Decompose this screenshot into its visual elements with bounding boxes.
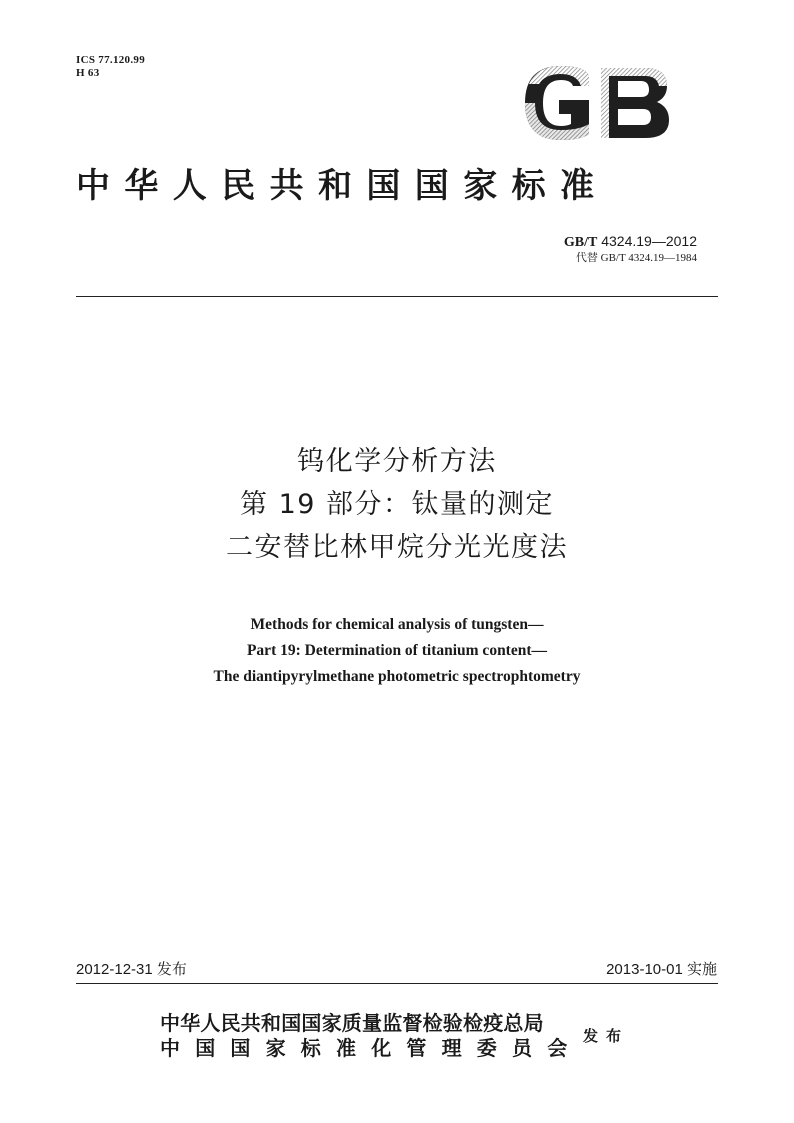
issue-date: 2012-12-31 发布 <box>76 961 187 978</box>
national-standard-title: 中华人民共和国国家标准 <box>76 166 609 206</box>
publish-label: 发布 <box>583 1027 630 1045</box>
gb-logo-icon <box>521 64 671 142</box>
chinese-title <box>0 440 794 569</box>
english-title-line-1: Methods for chemical analysis of tungsten— <box>250 616 544 633</box>
english-title-line-3: The diantipyrylmethane photometric spectrophtometry <box>213 668 581 685</box>
chinese-title-line-1: 钨化学分析方法 <box>297 446 497 477</box>
standard-code: 4324.19—2012 <box>601 233 697 249</box>
chinese-title-line-3: 二安替比林甲烷分光光度法 <box>226 532 568 563</box>
standard-prefix: GB/T <box>563 235 598 250</box>
standard-number <box>564 233 697 251</box>
issuer-line-2: 中国国家标准化管理委员会 <box>160 1036 583 1060</box>
replaces-standard: 代替 GB/T 4324.19—1984 <box>575 252 697 264</box>
header-divider <box>76 296 718 297</box>
issuing-authorities <box>160 1011 582 1061</box>
footer-divider <box>76 983 718 984</box>
english-title <box>0 612 794 690</box>
issuer-line-1: 中华人民共和国国家质量监督检验检疫总局 <box>160 1011 544 1035</box>
chinese-title-line-2: 第 19 部分：钛量的测定 <box>239 489 555 520</box>
ccs-code: H 63 <box>76 67 100 79</box>
english-title-line-2: Part 19: Determination of titanium content— <box>246 642 548 659</box>
implementation-date: 2013-10-01 实施 <box>606 961 717 978</box>
classification-codes <box>76 54 145 80</box>
ics-code: ICS 77.120.99 <box>76 54 145 66</box>
